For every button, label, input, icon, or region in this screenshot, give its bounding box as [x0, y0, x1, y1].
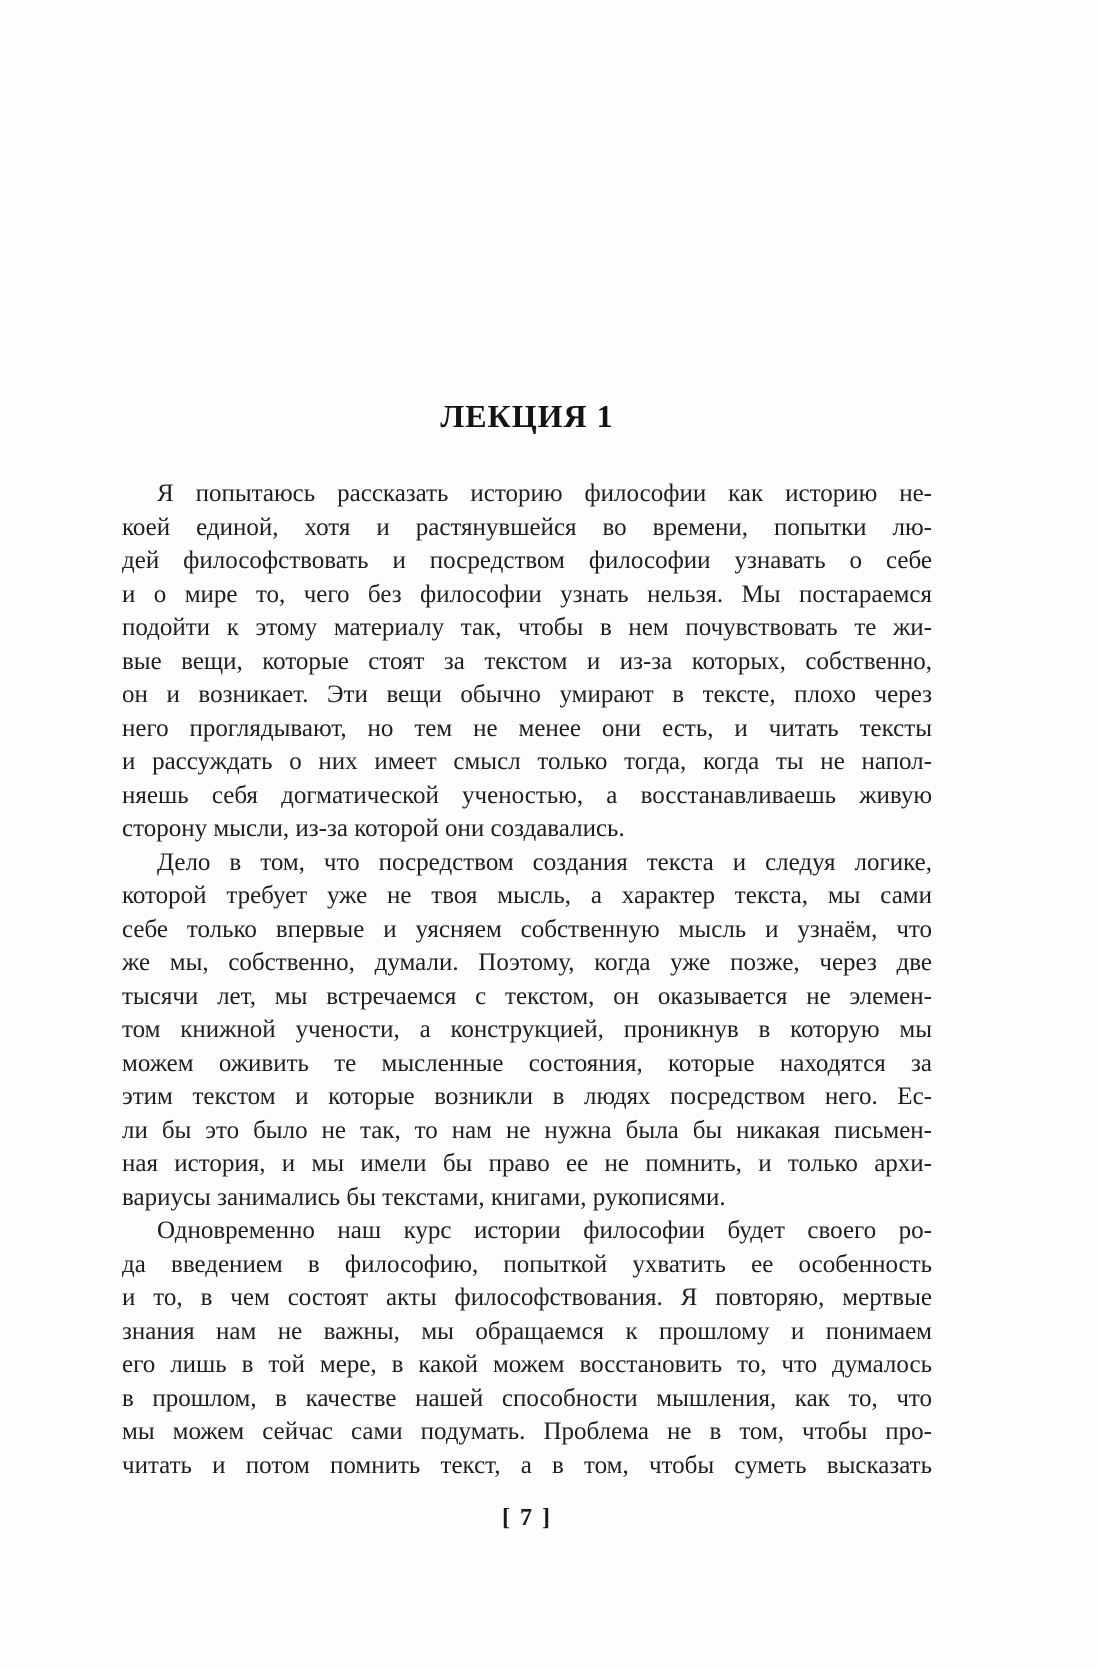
text-line: он и возникает. Эти вещи обычно умирают в тексте, плохо через	[122, 681, 932, 708]
page-number: [ 7 ]	[502, 1505, 552, 1531]
text-line: сторону мысли, из-за которой они создавались.	[122, 815, 625, 842]
text-line: и о мире то, чего без философии узнать нельзя. Мы постараемся	[122, 580, 932, 608]
text-line: том книжной учености, а конструкцией, проникнув в которую мы	[122, 1016, 932, 1043]
text-line: да введением в философию, попыткой ухватить ее особенность	[122, 1250, 932, 1278]
text-line: вариусы занимались бы текстами, книгами, рукописями.	[122, 1183, 726, 1211]
text-line: коей единой, хотя и растянувшейся во времени, попытки лю-	[122, 513, 932, 541]
text-line: и то, в чем состоят акты философствования. Я повторяю, мертвые	[122, 1284, 932, 1311]
text-line: читать и потом помнить текст, а в том, чтобы суметь высказать	[122, 1451, 932, 1479]
text-line: подойти к этому материалу так, чтобы в нем почувствовать те жи-	[122, 614, 932, 641]
text-line: и рассуждать о них имеет смысл только тогда, когда ты не напол-	[122, 748, 932, 775]
text-line: няешь себя догматической ученостью, а восстанавливаешь живую	[122, 781, 932, 809]
text-line: его лишь в той мере, в какой можем восстановить то, что думалось	[122, 1351, 932, 1378]
text-line: ная история, и мы имели бы право ее не помнить, и только архи-	[122, 1150, 932, 1177]
text-line: дей философствовать и посредством философии узнавать о себе	[122, 547, 932, 574]
text-line: в прошлом, в качестве нашей способности мышления, как то, что	[122, 1384, 932, 1412]
text-line: ли бы это было не так, то нам не нужна была бы никакая письмен-	[122, 1116, 932, 1144]
chapter-title: ЛЕКЦИЯ 1	[440, 398, 614, 434]
text-line: можем оживить те мысленные состояния, которые находятся за	[122, 1049, 932, 1077]
text-line: которой требует уже не твоя мысль, а характер текста, мы сами	[122, 882, 932, 909]
text-line: знания нам не важны, мы обращаемся к прошлому и понимаем	[122, 1317, 932, 1345]
text-line: него проглядывают, но тем не менее они есть, и читать тексты	[122, 714, 932, 742]
text-line: Дело в том, что посредством создания текста и следуя логике,	[157, 848, 932, 876]
text-line: себе только впервые и уясняем собственную мысль и узнаём, что	[122, 915, 932, 943]
text-line: Я попытаюсь рассказать историю философии как историю не-	[157, 480, 932, 507]
text-line: Одновременно наш курс истории философии будет своего ро-	[157, 1217, 932, 1244]
text-block	[122, 399, 932, 1532]
text-line: же мы, собственно, думали. Поэтому, когда уже позже, через две	[122, 949, 932, 976]
text-line: тысячи лет, мы встречаемся с текстом, он оказывается не элемен-	[122, 982, 932, 1010]
text-line: этим текстом и которые возникли в людях посредством него. Ес-	[122, 1083, 932, 1110]
text-line: вые вещи, которые стоят за текстом и из-за которых, собственно,	[122, 647, 932, 675]
text-line: мы можем сейчас сами подумать. Проблема не в том, чтобы про-	[122, 1418, 932, 1445]
page-body	[122, 477, 932, 1482]
